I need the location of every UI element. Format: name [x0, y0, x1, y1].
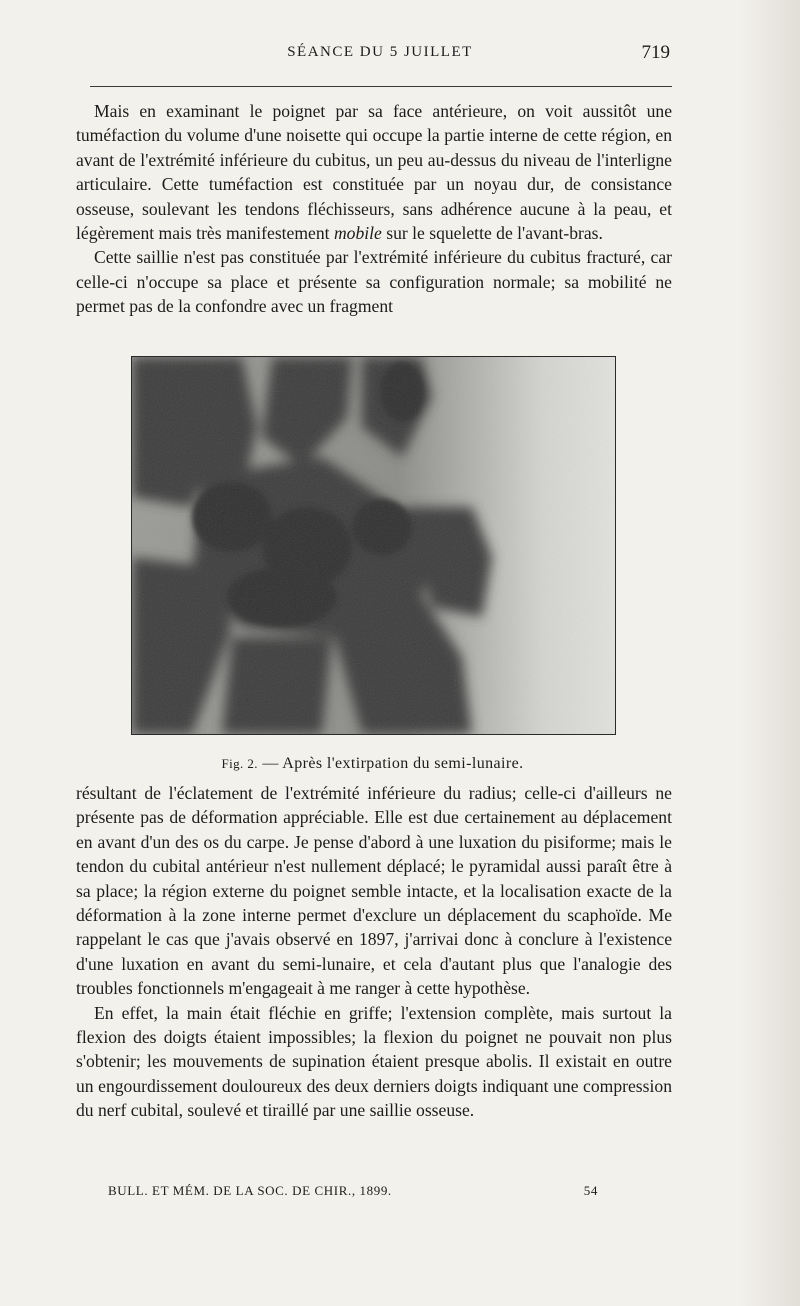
- paragraph: En effet, la main était fléchie en griffe; l'extension complète, mais surtout la flexion des doigts étaient impossibles; la flexion du poignet ne pouvait non plus s'obtenir; les mouvements de supination étaient presque abolis. Il existait en outre un engourdissement douloureux des deux derniers doigts indiquant une compression du nerf cubital, soulevé et tiraillé par une saillie osseuse.: [76, 1002, 672, 1121]
- xray-hand-image: [132, 357, 615, 734]
- xray-figure: [131, 356, 616, 735]
- paragraph: résultant de l'éclatement de l'extrémité inférieure du radius; celle-ci d'ailleurs ne présente pas de déformation appréciable. Elle est due certainement au déplacement en avant d'un des os du carpe. Je pense d'abord à une luxation du pisiforme; mais le tendon du cubital antérieur n'est nullement déplacé; le pyramidal aussi paraît être à sa place; la région externe du poignet semble intacte, et la localisation exacte de la déformation à la zone interne permet d'exclure un déplacement du scaphoïde. Me rappelant le cas que j'avais observé en 1897, j'arrivai donc à conclure à l'existence d'une luxation en avant du semi-lunaire, et cela d'autant plus que l'analogie des troubles fonctionnels m'engageait à me ranger à cette hypothèse.: [76, 783, 672, 999]
- caption-dash: —: [257, 755, 283, 772]
- running-header: [90, 44, 670, 74]
- header-rule: [90, 86, 672, 87]
- paragraph: [76, 99, 672, 245]
- text-block-bottom: [76, 781, 672, 1123]
- figure-caption: [131, 755, 614, 773]
- emphasis-text: mobile: [333, 223, 382, 244]
- journal-citation: BULL. ET MÉM. DE LA SOC. DE CHIR., 1899.: [108, 1183, 392, 1198]
- signature-number: 54: [583, 1183, 598, 1198]
- paragraph: Cette saillie n'est pas constituée par l'extrémité inférieure du cubitus fracturé, car celle-ci n'occupe sa place et présente sa configuration normale; sa mobilité ne permet pas de la confondre avec un fragment: [76, 247, 672, 317]
- page-footer: [108, 1183, 598, 1207]
- paragraph-text: sur le squelette de l'avant-bras.: [381, 223, 603, 244]
- page-number: 719: [641, 42, 670, 63]
- page-edge-shadow: [740, 0, 800, 1306]
- caption-text: Après l'extirpation du semi-lunaire.: [282, 755, 524, 772]
- figure-label: Fig. 2.: [221, 756, 258, 771]
- running-title: SÉANCE DU 5 JUILLET: [287, 44, 473, 60]
- paragraph-text: Mais en examinant le poignet par sa face antérieure, on voit aussitôt une tuméfaction du volume d'une noisette qui occupe la partie interne de cette région, en avant de l'extrémité inférieure du cubitus, un peu au-dessus du niveau de l'interligne articulaire. Cette tuméfaction est constituée par un noyau dur, de consistance osseuse, soulevant les tendons fléchisseurs, sans adhérence aucune à la peau, et légèrement mais très manifestement: [76, 101, 672, 244]
- text-block-top: [76, 99, 672, 319]
